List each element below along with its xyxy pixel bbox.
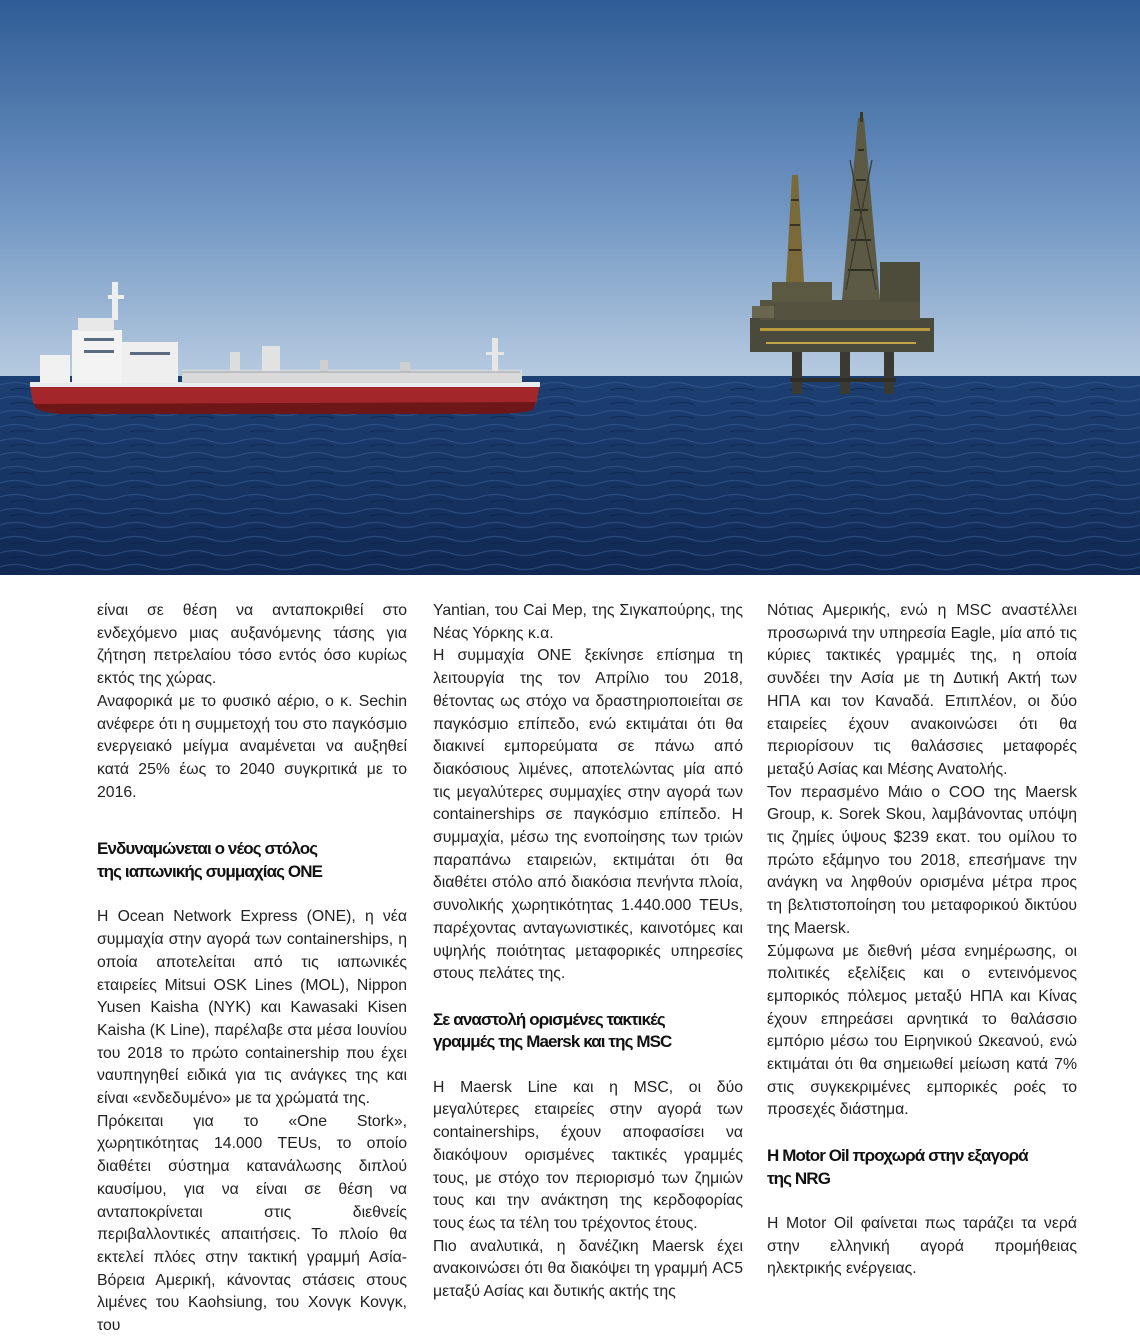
paragraph: Η Motor Oil φαίνεται πως ταράζει τα νερά στην ελληνική αγορά προμήθειας ηλεκτρικής ενέργειας. bbox=[767, 1214, 1077, 1278]
paragraph: Η συμμαχία ONE ξεκίνησε επίσημα τη λειτουργία της τον Απρίλιο του 2018, θέτοντας ως στόχο να δραστηριοποιείται σε παγκόσμιο επίπεδο, ενώ εκτιμάται ότι θα διακινεί εμπορεύματα σε πάνω από διακόσιους λιμένες, αποτελώντας μία από τις μεγαλύτερες συμμαχίες στην αγορά των containerships σε παγκόσμιο επίπεδο. Η συμμαχία, μέσω της ενοποίησης των τριών παραπάνω εταιρειών, εκτιμάται ότι θα διαθέτει στόλο από διακόσια πενήντα πλοία, συνολικής χωρητικότητας 1.440.000 TEUs, παρέχοντας ανταγωνιστικές, καινοτόμες και υψηλής ποιότητας μεταφορικές υπηρεσίες στους πελάτες της. bbox=[433, 647, 743, 983]
paragraph: Yantian, του Cai Mep, της Σιγκαπούρης, της Νέας Υόρκης κ.α. bbox=[433, 602, 743, 642]
paragraph: είναι σε θέση να ανταποκριθεί στο ενδεχόμενο μιας αυξανόμενης τάσης για ζήτηση πετρελαίου τόσο εντός όσο κυρίως εκτός της χώρας. bbox=[97, 602, 407, 688]
text-column-1 bbox=[97, 600, 407, 1338]
text-column-2 bbox=[433, 600, 743, 1304]
heading-line: Η Motor Oil προχωρά στην εξαγορά bbox=[767, 1145, 1028, 1165]
section-heading-one-alliance bbox=[97, 838, 407, 883]
sky bbox=[0, 0, 1140, 377]
paragraph: Η Ocean Network Express (ONE), η νέα συμμαχία στην αγορά των containerships, η οποία αποτελείται από τις ιαπωνικές εταιρείες Mitsui OSK Lines (MOL), Nippon Yusen Kaisha (NYK) και Kawasaki Kisen Kaisha (K Line), παρέλαβε στα μέσα Ιουνίου του 2018 το πρώτο containership που έχει ναυπηγηθεί ειδικά για τις ανάγκες της και είναι «ενδεδυμένο» με τα χρώματά της. bbox=[97, 908, 407, 1108]
text-column-3 bbox=[767, 600, 1077, 1281]
section-heading-maersk-msc bbox=[433, 1009, 743, 1054]
paragraph: Νότιας Αμερικής, ενώ η MSC αναστέλλει προσωρινά την υπηρεσία Eagle, μία από τις κύριες τακτικές γραμμές της, η οποία συνδέει την Ασία με τη Δυτική Ακτή των ΗΠΑ και τον Καναδά. Επιπλέον, οι δύο εταιρείες έχουν ανακοινώσει ότι θα περιορίσουν τις θαλάσσιες μεταφορές μεταξύ Ασίας και Μέσης Ανατολής. bbox=[767, 602, 1077, 778]
heading-line: Σε αναστολή ορισμένες τακτικές bbox=[433, 1009, 665, 1029]
section-heading-motor-oil bbox=[767, 1145, 1077, 1190]
paragraph: Η Maersk Line και η MSC, οι δύο μεγαλύτερες εταιρείες στην αγορά των containerships, έχουν αποφασίσει να διακόψουν ορισμένες τακτικές γραμμές τους, με στόχο τον περιορισμό των ζημιών τους και την ανάκτηση της κερδοφορίας τους έως τα τέλη του τρέχοντος έτους. bbox=[433, 1078, 743, 1232]
heading-line: γραμμές της Maersk και της MSC bbox=[433, 1032, 672, 1052]
paragraph: Αναφορικά με το φυσικό αέριο, ο κ. Sechin ανέφερε ότι η συμμετοχή του στο παγκόσμιο ενεργειακό μείγμα αναμένεται να αυξηθεί κατά 25% έως το 2040 συγκριτικά με το 2016. bbox=[97, 692, 407, 801]
paragraph: Πιο αναλυτικά, η δανέζικη Maersk έχει ανακοινώσει ότι θα διακόψει τη γραμμή AC5 μεταξύ Ασίας και δυτικής ακτής της bbox=[433, 1237, 743, 1301]
heading-line: της NRG bbox=[767, 1168, 831, 1188]
ship-and-oil-platform-photo bbox=[0, 0, 1140, 575]
paragraph: Πρόκειται για το «One Stork», χωρητικότητας 14.000 TEUs, το οποίο διαθέτει σύστημα κατανάλωσης διπλού καυσίμου, για να είναι σε θέση να ανταποκρίνεται στις διεθνείς περιβαλλοντικές απαιτήσεις. Το πλοίο θα εκτελεί πλόες στην τακτική γραμμή Ασία-Βόρεια Αμερική, κάνοντας στάσεις στους λιμένες του Kaohsiung, του Χονγκ Κονγκ, του bbox=[97, 1112, 407, 1335]
paragraph: Τον περασμένο Μάιο ο COO της Maersk Group, κ. Sorek Skou, λαμβάνοντας υπόψη τις ζημίες ύψους $239 εκατ. του ομίλου το πρώτο εξάμηνο του 2018, επεσήμανε την ανάγκη να ληφθούν ορισμένα μέτρα προς τη βελτιστοποίηση του μεταφορικού δικτύου της Maersk. bbox=[767, 783, 1077, 937]
heading-line: της ιαπωνικής συμμαχίας ONE bbox=[97, 862, 323, 882]
paragraph: Σύμφωνα με διεθνή μέσα ενημέρωσης, οι πολιτικές εξελίξεις και ο εντεινόμενος εμπορικός πόλεμος μεταξύ ΗΠΑ και Κίνας έχουν επηρεάσει αρνητικά το θαλάσσιο εμπόριο μέσω του Ειρηνικού Ωκεανού, ενώ εκτιμάται ότι θα σημειωθεί μείωση κατά 7% στις συγκεκριμένες εμπορικές ροές το προσεχές διάστημα. bbox=[767, 942, 1077, 1119]
heading-line: Ενδυναμώνεται ο νέος στόλος bbox=[97, 839, 318, 859]
